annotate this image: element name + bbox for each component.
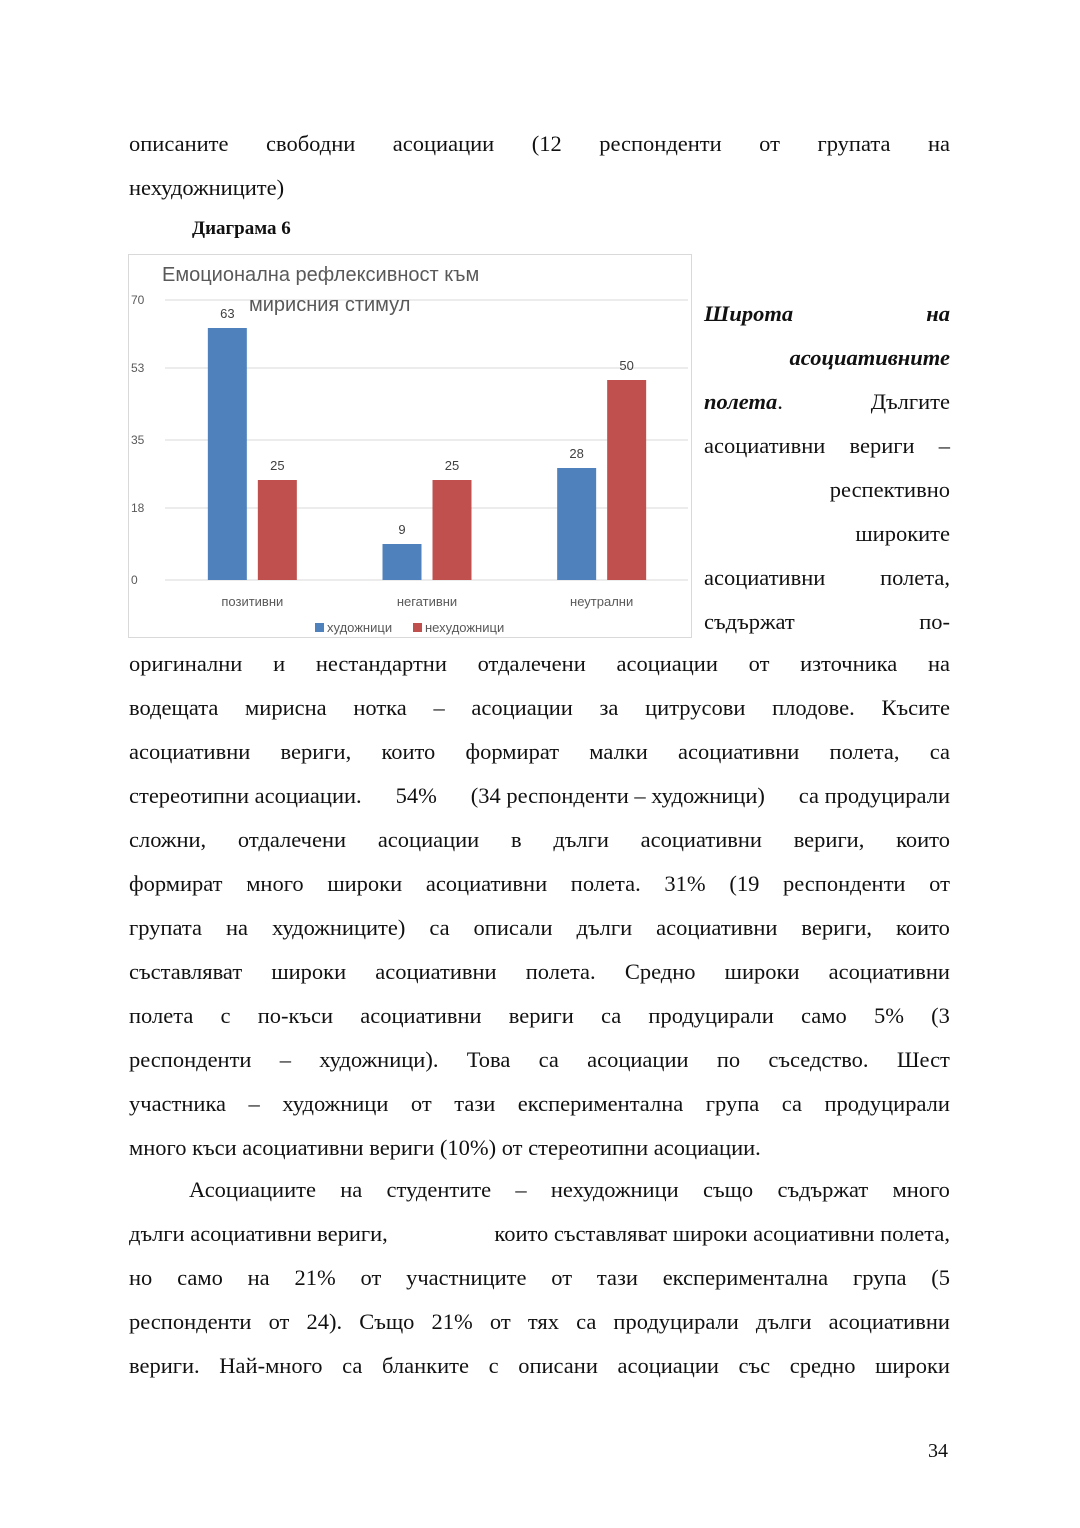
data-label: 25	[270, 458, 285, 473]
body-last-line: много къси асоциативни вериги (10%) от стереотипни асоциации.	[129, 1135, 761, 1160]
word: съдържат	[777, 1177, 869, 1202]
text-line	[129, 862, 950, 906]
side-line-5: респективно	[829, 477, 950, 502]
word: на	[927, 651, 950, 676]
word: 54%	[395, 783, 437, 808]
word: са продуцирали	[798, 783, 950, 808]
word: водещата	[129, 695, 219, 720]
side-line-6: широките	[855, 521, 950, 546]
word: оригинални	[129, 651, 243, 676]
word: от	[759, 131, 780, 156]
text-line	[129, 950, 950, 994]
word: много	[246, 871, 304, 896]
word: също	[702, 1177, 754, 1202]
word: на	[340, 1177, 363, 1202]
word: асоциации	[392, 131, 495, 156]
word: респонденти	[599, 131, 722, 156]
text-line	[129, 774, 950, 818]
word: малки	[589, 739, 648, 764]
word: описани	[518, 1353, 598, 1378]
word: вериги,	[280, 739, 352, 764]
word: които съставляват широки асоциативни полета,	[494, 1221, 950, 1246]
word: вериги	[508, 1003, 574, 1028]
word: –	[433, 695, 445, 720]
x-tick-label: негативни	[396, 594, 458, 609]
bar-нехудожници	[433, 480, 472, 580]
side-word: Широта	[704, 301, 794, 326]
word: Най-много	[219, 1353, 323, 1378]
intro-line-2: нехудожниците)	[129, 175, 285, 200]
word: сложни,	[129, 827, 207, 852]
word: асоциативни	[360, 1003, 482, 1028]
word: със	[738, 1353, 771, 1378]
word: формират	[465, 739, 560, 764]
word: Средно	[624, 959, 696, 984]
word: по-къси	[257, 1003, 334, 1028]
word: студентите	[386, 1177, 492, 1202]
text-line	[129, 1168, 950, 1212]
word: респонденти	[129, 1309, 252, 1334]
word: асоциативни	[828, 1309, 950, 1334]
word: плодове.	[772, 695, 855, 720]
word: асоциативни	[656, 915, 778, 940]
word: (19	[729, 871, 760, 896]
legend-swatch	[413, 623, 422, 632]
word: описаните	[129, 131, 229, 156]
word: продуцирали	[613, 1309, 739, 1334]
side-line-1	[704, 292, 950, 336]
data-label: 25	[444, 458, 460, 473]
word: Също	[359, 1309, 415, 1334]
word: нестандартни	[315, 651, 447, 676]
word: са	[429, 915, 450, 940]
word: полета.	[525, 959, 596, 984]
y-tick-label: 70	[131, 293, 145, 307]
legend-label: нехудожници	[425, 620, 505, 635]
word: 21%	[294, 1265, 336, 1290]
word: отдалечени	[477, 651, 586, 676]
word: асоциативни	[828, 959, 950, 984]
word: по	[716, 1047, 741, 1072]
word: широки	[724, 959, 800, 984]
word: асоциативни	[704, 433, 826, 458]
word: дълги асоциативни вериги,	[129, 1221, 388, 1246]
word: полета.	[570, 871, 641, 896]
text-line	[129, 1212, 950, 1256]
word: полета	[129, 1003, 194, 1028]
word: описали	[473, 915, 553, 940]
word: асоциации	[617, 1353, 719, 1378]
word: вериги	[849, 433, 915, 458]
word: групата	[129, 915, 202, 940]
word: широки	[271, 959, 347, 984]
word: са	[342, 1353, 363, 1378]
word: с	[220, 1003, 231, 1028]
side-line-3	[704, 380, 950, 424]
word: които	[381, 739, 436, 764]
word: Късите	[881, 695, 950, 720]
intro-paragraph	[129, 122, 950, 210]
word: асоциативни	[640, 827, 762, 852]
word: вериги.	[129, 1353, 200, 1378]
word: нехудожници	[550, 1177, 679, 1202]
side-punct: .	[777, 389, 783, 414]
word: асоциативни	[704, 565, 826, 590]
text-line	[129, 730, 950, 774]
word: група	[852, 1265, 907, 1290]
bar-нехудожници	[258, 480, 297, 580]
word: 31%	[664, 871, 706, 896]
bar-художници	[208, 328, 247, 580]
word: които	[896, 915, 950, 940]
word: тях	[527, 1309, 559, 1334]
word: са	[600, 1003, 622, 1028]
word: и	[273, 651, 286, 676]
chart-canvas	[129, 255, 691, 637]
word: 5%	[873, 1003, 904, 1028]
word: формират	[129, 871, 223, 896]
bar-художници	[383, 544, 422, 580]
word: от	[410, 1091, 432, 1116]
word: мирисна	[245, 695, 327, 720]
text-line	[129, 1038, 950, 1082]
word: група	[705, 1091, 760, 1116]
page-number: 34	[928, 1440, 948, 1462]
word: свободни	[265, 131, 356, 156]
word: вериги,	[801, 915, 873, 940]
side-line-7	[704, 556, 950, 600]
x-tick-label: позитивни	[221, 594, 284, 609]
word: от	[748, 651, 770, 676]
word: съставляват	[129, 959, 243, 984]
word: но	[129, 1265, 153, 1290]
word: вериги,	[793, 827, 865, 852]
side-line-2: асоциативните	[789, 345, 950, 370]
word: широки	[327, 871, 403, 896]
word: –	[279, 1047, 291, 1072]
word: от	[489, 1309, 511, 1334]
word: (5	[931, 1265, 950, 1290]
word: 21%	[431, 1309, 473, 1334]
word: съседство.	[768, 1047, 869, 1072]
word: полета,	[829, 739, 900, 764]
word: респонденти	[783, 871, 906, 896]
word: асоциативни	[375, 959, 497, 984]
body-paragraph	[129, 642, 950, 1170]
word: в	[510, 827, 522, 852]
word: полета,	[880, 565, 950, 590]
word: художници	[282, 1091, 389, 1116]
data-label: 9	[398, 522, 406, 537]
x-tick-label: неутрални	[570, 594, 634, 609]
word: 24).	[306, 1309, 343, 1334]
word: художниците)	[271, 915, 406, 940]
word: Шест	[896, 1047, 950, 1072]
word: цитрусови	[645, 695, 746, 720]
word: за	[599, 695, 619, 720]
bar-художници	[557, 468, 596, 580]
word: асоциации	[471, 695, 573, 720]
y-tick-label: 53	[131, 361, 145, 375]
text-line	[129, 686, 950, 730]
text-line	[129, 642, 950, 686]
text-line	[129, 1300, 950, 1344]
text-line	[129, 1256, 950, 1300]
intro-line-1	[129, 122, 950, 166]
word: от	[360, 1265, 382, 1290]
word: само	[177, 1265, 223, 1290]
word: дълги	[576, 915, 633, 940]
text-line	[129, 818, 950, 862]
y-tick-label: 18	[131, 501, 145, 515]
word: само	[801, 1003, 847, 1028]
data-label: 28	[569, 446, 584, 461]
side-word: Дългите	[870, 389, 950, 414]
word: тази	[454, 1091, 496, 1116]
word: Асоциациите	[189, 1177, 316, 1202]
data-label: 50	[619, 358, 634, 373]
side-word: на	[926, 301, 950, 326]
text-line	[129, 1082, 950, 1126]
side-text	[704, 292, 950, 644]
word: средно	[789, 1353, 856, 1378]
word: стереотипни асоциации.	[129, 783, 362, 808]
word: (34 респонденти – художници)	[470, 783, 765, 808]
word: нотка	[353, 695, 407, 720]
word: асоциативни	[678, 739, 800, 764]
word: на	[225, 915, 248, 940]
word: (12	[531, 131, 562, 156]
y-tick-label: 35	[131, 433, 145, 447]
word: дълги	[755, 1309, 812, 1334]
text-line	[129, 1344, 950, 1388]
word: са	[576, 1309, 597, 1334]
word: респонденти	[129, 1047, 252, 1072]
word: на	[247, 1265, 270, 1290]
side-bold: полета	[704, 389, 778, 414]
word: които	[896, 827, 950, 852]
word: асоциативни	[425, 871, 548, 896]
word: са	[781, 1091, 802, 1116]
word: от	[268, 1309, 290, 1334]
word: асоциации	[377, 827, 480, 852]
word: съдържат	[704, 609, 795, 634]
word: на	[927, 131, 950, 156]
chart-title: мирисния стимул	[249, 294, 411, 316]
word: дълги	[553, 827, 609, 852]
word: асоциации	[616, 651, 718, 676]
word: –	[938, 433, 950, 458]
bar-chart	[128, 254, 692, 638]
word: групата	[817, 131, 891, 156]
word: –	[515, 1177, 527, 1202]
word: Това	[466, 1047, 511, 1072]
word: художници).	[319, 1047, 439, 1072]
second-paragraph	[129, 1168, 950, 1388]
word: отдалечени	[237, 827, 347, 852]
word: източника	[800, 651, 898, 676]
word: асоциации	[587, 1047, 689, 1072]
data-label: 63	[220, 306, 235, 321]
figure-caption: Диаграма 6	[192, 218, 291, 239]
word: са	[538, 1047, 559, 1072]
y-tick-label: 0	[131, 573, 138, 587]
text-line	[129, 994, 950, 1038]
word: асоциативни	[129, 739, 251, 764]
word: широки	[875, 1353, 950, 1378]
word: бланките	[382, 1353, 469, 1378]
word: –	[248, 1091, 260, 1116]
chart-title: Емоционална рефлексивност към	[162, 264, 480, 286]
word: много	[892, 1177, 950, 1202]
side-line-8	[704, 600, 950, 644]
word: участника	[129, 1091, 227, 1116]
legend-label: художници	[327, 620, 393, 635]
word: тази	[596, 1265, 638, 1290]
word: с	[488, 1353, 499, 1378]
word: експериментална	[517, 1091, 684, 1116]
word: участниците	[406, 1265, 527, 1290]
word: продуцирали	[824, 1091, 950, 1116]
word: са	[929, 739, 950, 764]
word: по-	[919, 609, 950, 634]
side-line-4	[704, 424, 950, 468]
legend-swatch	[315, 623, 324, 632]
word: от	[929, 871, 950, 896]
bar-нехудожници	[607, 380, 646, 580]
word: от	[551, 1265, 573, 1290]
word: продуцирали	[648, 1003, 774, 1028]
word: експериментална	[662, 1265, 829, 1290]
word: (3	[931, 1003, 950, 1028]
text-line	[129, 906, 950, 950]
